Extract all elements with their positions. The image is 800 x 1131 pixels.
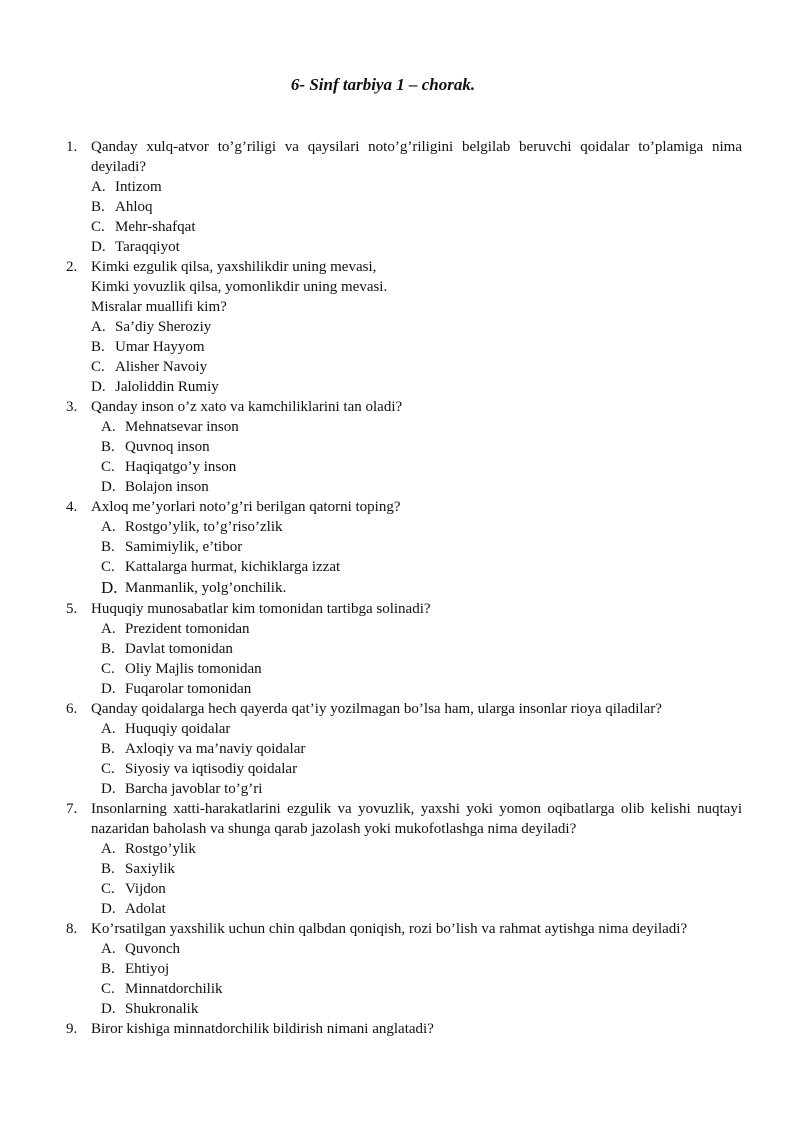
option-text: Rostgo’ylik: [125, 841, 196, 857]
option-text: Mehr-shafqat: [115, 219, 196, 235]
option-letter: B.: [101, 641, 115, 657]
question-text: [91, 599, 742, 619]
question-number: 2.: [66, 259, 78, 275]
option-text: Bolajon inson: [125, 479, 209, 495]
option-b: [0, 337, 800, 357]
option-text: Oliy Majlis tomonidan: [125, 661, 262, 677]
option-text: Axloqiy va ma’naviy qoidalar: [125, 741, 306, 757]
option-text: Jaloliddin Rumiy: [115, 379, 219, 395]
option-a: [0, 719, 800, 739]
question-line: Ko’rsatilgan yaxshilik uchun chin qalbdan qoniqish, rozi bo’lish va rahmat aytishga nima deyiladi?: [91, 921, 688, 937]
question-line: Qanday inson o’z xato va kamchiliklarini tan oladi?: [91, 399, 403, 415]
option-letter: A.: [101, 621, 116, 637]
option-letter: C.: [91, 359, 105, 375]
option-c: [0, 879, 800, 899]
option-letter: B.: [91, 339, 105, 355]
question-number: 4.: [66, 499, 78, 515]
question-text: [91, 137, 742, 177]
question-text: [91, 397, 742, 417]
option-letter: A.: [91, 319, 106, 335]
option-text: Barcha javoblar to’g’ri: [125, 781, 263, 797]
option-text: Siyosiy va iqtisodiy qoidalar: [125, 761, 298, 777]
question-line: Biror kishiga minnatdorchilik bildirish nimani anglatadi?: [91, 1021, 434, 1037]
question-4: [0, 497, 800, 517]
option-letter: B.: [101, 539, 115, 555]
question-text: [91, 799, 742, 839]
option-text: Rostgo’ylik, to’g’riso’zlik: [125, 519, 283, 535]
option-text: Quvnoq inson: [125, 439, 210, 455]
option-text: Samimiylik, e’tibor: [125, 539, 243, 555]
question-line: Qanday qoidalarga hech qayerda qat’iy yozilmagan bo’lsa ham, ularga insonlar rioya qiladilar?: [91, 701, 662, 717]
option-d: [0, 679, 800, 699]
question-6: [0, 699, 800, 719]
option-letter: C.: [101, 661, 115, 677]
option-text: Alisher Navoiy: [115, 359, 208, 375]
option-c: [0, 759, 800, 779]
option-a: [0, 839, 800, 859]
question-number: 8.: [66, 921, 78, 937]
question-1: [0, 137, 800, 177]
option-letter: B.: [101, 861, 115, 877]
option-text: Fuqarolar tomonidan: [125, 681, 252, 697]
option-letter: D.: [101, 479, 116, 495]
option-letter: B.: [91, 199, 105, 215]
option-c: [0, 357, 800, 377]
option-text: Ehtiyoj: [125, 961, 170, 977]
option-text: Minnatdorchilik: [125, 981, 223, 997]
option-text: Shukronalik: [125, 1001, 199, 1017]
option-d: [0, 577, 800, 599]
option-d: [0, 999, 800, 1019]
option-letter: D.: [91, 379, 106, 395]
option-letter: D.: [101, 781, 116, 797]
option-b: [0, 537, 800, 557]
option-letter: A.: [91, 179, 106, 195]
question-line: Axloq me’yorlari noto’g’ri berilgan qatorni toping?: [91, 499, 401, 515]
option-letter: C.: [91, 219, 105, 235]
option-letter: C.: [101, 981, 115, 997]
option-letter: A.: [101, 841, 116, 857]
question-line: Kimki yovuzlik qilsa, yomonlikdir uning mevasi.: [91, 279, 388, 295]
question-5: [0, 599, 800, 619]
option-letter: D.: [101, 578, 118, 597]
question-line: Qanday xulq-atvor to’g’riligi va qaysilari noto’g’riligini belgilab beruvchi qoidalar to’plamiga nima deyiladi?: [91, 139, 742, 175]
option-text: Haqiqatgo’y inson: [125, 459, 237, 475]
option-letter: C.: [101, 559, 115, 575]
option-a: [0, 619, 800, 639]
option-text: Taraqqiyot: [115, 239, 180, 255]
question-text: [91, 257, 742, 317]
option-letter: C.: [101, 761, 115, 777]
option-d: [0, 779, 800, 799]
page-title: 6- Sinf tarbiya 1 – chorak.: [290, 75, 476, 94]
option-b: [0, 437, 800, 457]
option-a: [0, 517, 800, 537]
option-letter: D.: [101, 681, 116, 697]
option-text: Prezident tomonidan: [125, 621, 250, 637]
question-text: [91, 919, 742, 939]
option-c: [0, 457, 800, 477]
question-3: [0, 397, 800, 417]
question-text: [91, 1019, 742, 1039]
option-text: Davlat tomonidan: [125, 641, 233, 657]
option-b: [0, 197, 800, 217]
question-7: [0, 799, 800, 839]
option-a: [0, 177, 800, 197]
question-line: Insonlarning xatti-harakatlarini ezgulik va yovuzlik, yaxshi yoki yomon oqibatlarga olib kelishi nuqtayi nazaridan baholash va shunga qarab jazolash yoki mukofotlashga nima deyiladi?: [91, 801, 742, 837]
question-number: 5.: [66, 601, 78, 617]
option-c: [0, 557, 800, 577]
option-text: Ahloq: [115, 199, 153, 215]
option-letter: C.: [101, 459, 115, 475]
option-letter: A.: [101, 519, 116, 535]
option-letter: D.: [101, 1001, 116, 1017]
question-number: 3.: [66, 399, 78, 415]
option-d: [0, 477, 800, 497]
option-a: [0, 939, 800, 959]
option-d: [0, 237, 800, 257]
question-list: [0, 137, 800, 1039]
question-number: 1.: [66, 139, 78, 155]
question-2: [0, 257, 800, 317]
option-text: Manmanlik, yolg’onchilik.: [125, 580, 287, 596]
option-text: Vijdon: [125, 881, 166, 897]
question-line: Kimki ezgulik qilsa, yaxshilikdir uning mevasi,: [91, 259, 377, 275]
option-d: [0, 899, 800, 919]
option-letter: D.: [101, 901, 116, 917]
question-text: [91, 497, 742, 517]
option-text: Huquqiy qoidalar: [125, 721, 231, 737]
option-letter: B.: [101, 439, 115, 455]
option-text: Kattalarga hurmat, kichiklarga izzat: [125, 559, 341, 575]
option-text: Adolat: [125, 901, 166, 917]
option-letter: C.: [101, 881, 115, 897]
question-number: 6.: [66, 701, 78, 717]
option-c: [0, 659, 800, 679]
option-b: [0, 859, 800, 879]
option-text: Mehnatsevar inson: [125, 419, 239, 435]
option-text: Intizom: [115, 179, 162, 195]
question-text: [91, 699, 742, 719]
question-line: Misralar muallifi kim?: [91, 299, 227, 315]
option-letter: B.: [101, 741, 115, 757]
option-b: [0, 739, 800, 759]
option-letter: D.: [91, 239, 106, 255]
option-a: [0, 417, 800, 437]
option-b: [0, 959, 800, 979]
option-d: [0, 377, 800, 397]
option-c: [0, 217, 800, 237]
option-text: Sa’diy Sheroziy: [115, 319, 212, 335]
question-9: [0, 1019, 800, 1039]
option-letter: B.: [101, 961, 115, 977]
option-letter: A.: [101, 941, 116, 957]
option-b: [0, 639, 800, 659]
option-text: Quvonch: [125, 941, 180, 957]
option-text: Umar Hayyom: [115, 339, 205, 355]
question-number: 9.: [66, 1021, 78, 1037]
option-a: [0, 317, 800, 337]
question-8: [0, 919, 800, 939]
question-number: 7.: [66, 801, 78, 817]
option-letter: A.: [101, 419, 116, 435]
question-line: Huquqiy munosabatlar kim tomonidan tartibga solinadi?: [91, 601, 431, 617]
option-c: [0, 979, 800, 999]
option-letter: A.: [101, 721, 116, 737]
option-text: Saxiylik: [125, 861, 176, 877]
